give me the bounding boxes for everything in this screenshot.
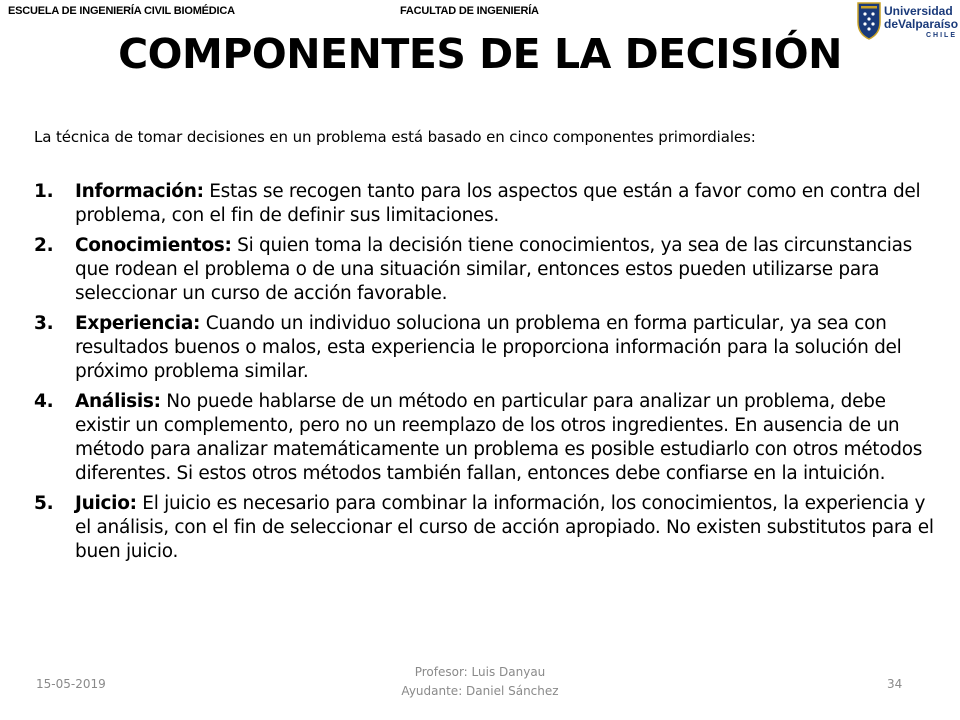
item-term: Análisis:	[75, 391, 161, 412]
item-text: El juicio es necesario para combinar la información, los conocimientos, la experiencia y el análisis, con el fin de seleccionar el curso de acción apropiado. No existen substitutos para el buen juicio.	[75, 493, 934, 562]
item-term: Juicio:	[75, 493, 137, 514]
item-text: No puede hablarse de un método en particular para analizar un problema, debe existir un complemento, pero no un reemplazo de los otros ingredientes. En ausencia de un método para analizar matemáticamente un problema es posible estudiarlo con otros métodos diferentes. Si estos otros métodos también fallan, entonces debe confiarse en la intuición.	[75, 391, 923, 484]
item-body	[75, 234, 934, 306]
item-number: 3.	[34, 313, 54, 334]
faculty-header: FACULTAD DE INGENIERÍA	[400, 5, 539, 17]
footer-page-number: 34	[887, 677, 903, 691]
slide-title: COMPONENTES DE LA DECISIÓN	[118, 30, 842, 78]
list-item	[34, 234, 934, 306]
item-text: Cuando un individuo soluciona un problema en forma particular, ya sea con resultados buenos o malos, esta experiencia le proporciona información para la solución del próximo problema similar.	[75, 313, 902, 382]
footer-date: 15-05-2019	[36, 677, 106, 691]
item-term: Conocimientos:	[75, 235, 232, 256]
item-body	[75, 492, 934, 564]
list-item	[34, 312, 934, 384]
logo-text-chile: CHILE	[926, 32, 957, 39]
list-item	[34, 390, 934, 486]
item-term: Experiencia:	[75, 313, 201, 334]
item-number: 1.	[34, 181, 54, 202]
item-number: 4.	[34, 391, 54, 412]
footer-assistant: Ayudante: Daniel Sánchez	[401, 684, 559, 698]
item-term: Información:	[75, 181, 204, 202]
list-item	[34, 180, 934, 228]
list-item	[34, 492, 934, 564]
intro-text: La técnica de tomar decisiones en un problema está basado en cinco componentes primordiales:	[34, 128, 756, 146]
item-number: 5.	[34, 493, 54, 514]
item-body	[75, 180, 934, 228]
item-body	[75, 390, 934, 486]
logo-text-valparaiso: deValparaíso	[884, 17, 959, 31]
item-number: 2.	[34, 235, 54, 256]
item-text: Si quien toma la decisión tiene conocimientos, ya sea de las circunstancias que rodean el problema o de una situación similar, entonces estos pueden utilizarse para seleccionar un curso de acción favorable.	[75, 235, 912, 304]
footer-professor: Profesor: Luis Danyau	[414, 665, 546, 679]
school-header: ESCUELA DE INGENIERÍA CIVIL BIOMÉDICA	[8, 5, 235, 17]
item-text: Estas se recogen tanto para los aspectos que están a favor como en contra del problema, con el fin de definir sus limitaciones.	[75, 181, 921, 226]
logo-text-university: Universidad	[884, 4, 953, 18]
footer-credits	[330, 663, 630, 701]
components-list	[34, 180, 934, 564]
item-body	[75, 312, 934, 384]
